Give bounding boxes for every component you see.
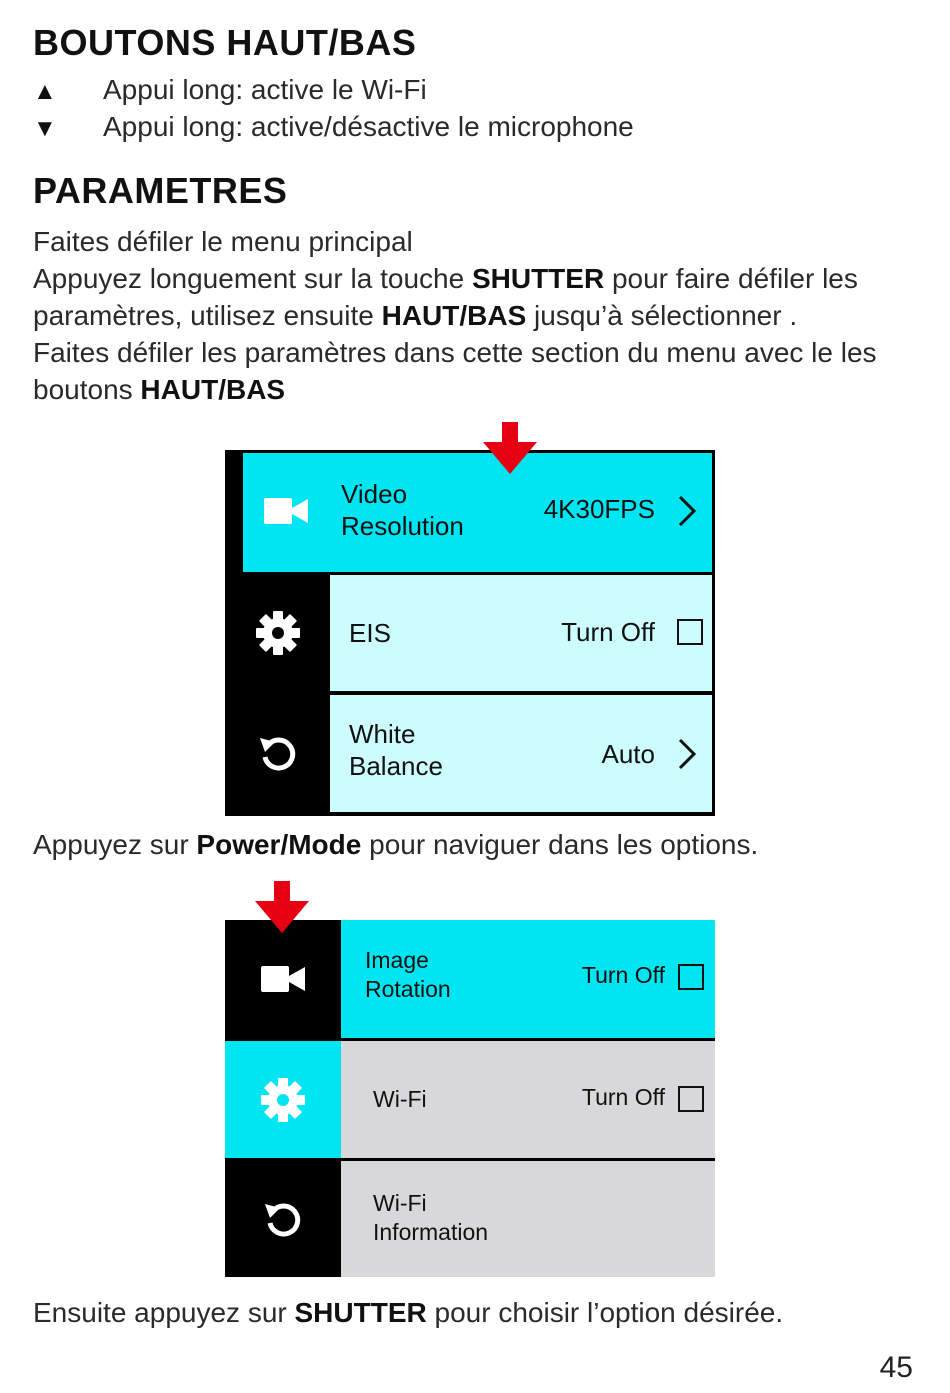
- checkbox[interactable]: [678, 964, 704, 990]
- row-value: 4K30FPS: [543, 494, 655, 524]
- power-mode-keyword: Power/Mode: [196, 829, 362, 860]
- undo-icon: [225, 694, 330, 812]
- checkbox[interactable]: [677, 619, 703, 645]
- menu-row-white-balance[interactable]: [225, 694, 715, 816]
- row-value: Auto: [601, 739, 655, 769]
- page-number: 45: [879, 1351, 913, 1384]
- row-label: Image Rotation: [365, 947, 451, 1002]
- chevron-right-icon: [673, 491, 699, 531]
- section-title-buttons: BOUTONS HAUT/BAS: [33, 22, 417, 63]
- video-camera-icon: [243, 450, 328, 572]
- checkbox[interactable]: [678, 1086, 704, 1112]
- bullet-down-text: Appui long: active/désactive le microphone: [103, 111, 634, 142]
- row-label: EIS: [349, 618, 391, 648]
- para-line-1: Faites défiler le menu principal: [33, 226, 413, 257]
- red-down-arrow-icon: [481, 422, 539, 474]
- menu-row-wifi-information[interactable]: [225, 1161, 715, 1277]
- para-line-5: boutons HAUT/BAS: [33, 374, 286, 405]
- haut-bas-keyword: HAUT/BAS: [140, 374, 286, 405]
- settings-screen-1: [225, 450, 715, 816]
- shutter-keyword: SHUTTER: [471, 263, 605, 294]
- chevron-right-icon: [673, 734, 699, 774]
- para-line-4: Faites défiler les paramètres dans cette section du menu avec le les: [33, 337, 877, 368]
- bullet-up: [33, 74, 427, 106]
- para-line-3: paramètres, utilisez ensuite HAUT/BAS jusqu’à sélectionner .: [33, 300, 798, 331]
- row-label: Wi-Fi Information: [373, 1190, 489, 1245]
- row-label: Wi-Fi: [373, 1086, 427, 1112]
- shutter-choose-text: Ensuite appuyez sur SHUTTER pour choisir l’option désirée.: [33, 1297, 784, 1328]
- down-triangle-icon: ▼: [33, 115, 57, 142]
- section-title-settings: PARAMETRES: [33, 170, 288, 211]
- bullet-down: [33, 111, 634, 143]
- up-triangle-icon: ▲: [33, 78, 57, 105]
- video-camera-icon: [225, 920, 341, 1038]
- row-label: Video Resolution: [341, 479, 464, 541]
- menu-row-video-resolution[interactable]: [225, 450, 715, 572]
- row-value: Turn Off: [581, 1084, 665, 1110]
- red-down-arrow-icon: [253, 881, 311, 933]
- shutter-keyword: SHUTTER: [294, 1297, 427, 1328]
- gear-icon: [225, 1041, 341, 1158]
- haut-bas-keyword: HAUT/BAS: [381, 300, 527, 331]
- settings-screen-2: [225, 920, 715, 1277]
- menu-row-wifi[interactable]: [225, 1041, 715, 1158]
- settings-paragraph: [33, 223, 913, 408]
- row-label: White Balance: [349, 719, 443, 781]
- row-value: Turn Off: [581, 962, 665, 988]
- para-line-2: Appuyez longuement sur la touche SHUTTER pour faire défiler les: [33, 263, 858, 294]
- menu-row-image-rotation[interactable]: [225, 920, 715, 1038]
- row-value: Turn Off: [561, 617, 655, 647]
- gear-icon: [225, 572, 330, 694]
- power-mode-text: Appuyez sur Power/Mode pour naviguer dans les options.: [33, 829, 759, 860]
- menu-row-eis[interactable]: [225, 572, 715, 694]
- bullet-up-text: Appui long: active le Wi-Fi: [103, 74, 427, 105]
- undo-icon: [225, 1161, 341, 1277]
